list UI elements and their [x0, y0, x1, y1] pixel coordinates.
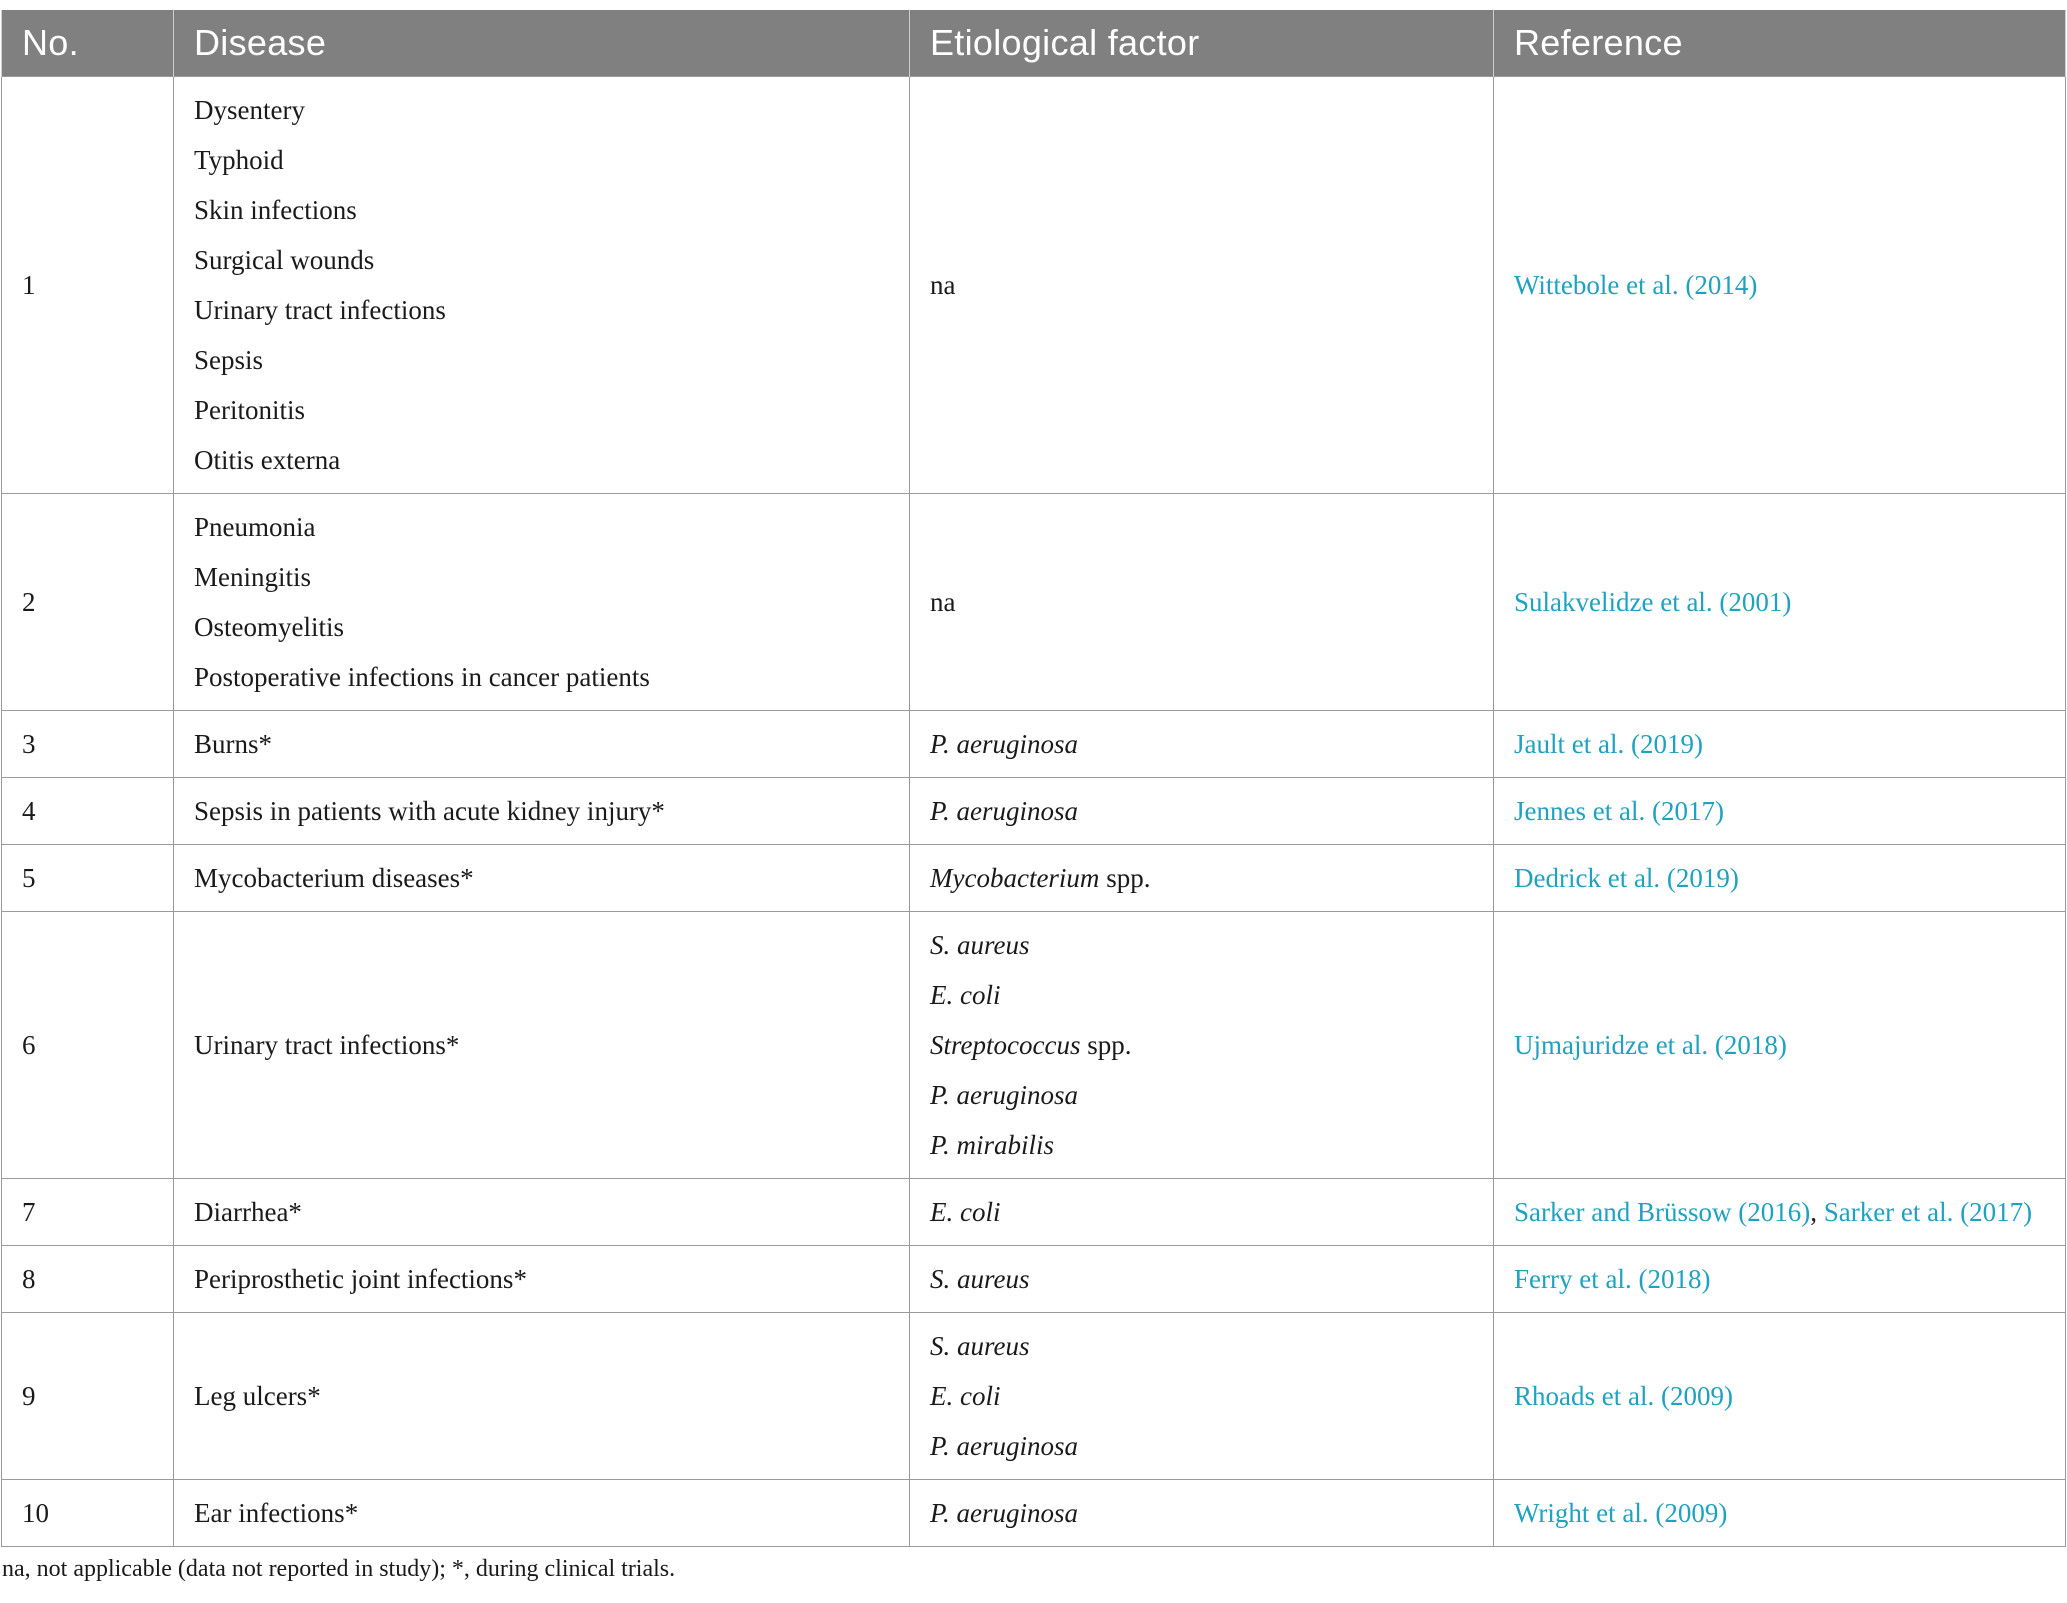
table-row: [2, 778, 2066, 845]
row-number-cell: 10: [2, 1480, 174, 1547]
row-number-cell: 3: [2, 711, 174, 778]
etiological-factor-cell: [910, 711, 1494, 778]
reference-cell: [1494, 711, 2066, 778]
disease-item: Burns*: [194, 729, 273, 759]
disease-item: Leg ulcers*: [194, 1381, 321, 1411]
factor-item: [930, 1254, 1483, 1304]
factor-item: [930, 1321, 1483, 1371]
organism-name: P. aeruginosa: [930, 1080, 1079, 1110]
factor-text: spp.: [1080, 1030, 1132, 1060]
header-disease: Disease: [174, 10, 910, 77]
reference-cell: [1494, 912, 2066, 1179]
disease-item: Pneumonia: [194, 512, 316, 542]
etiological-factor-cell: [910, 494, 1494, 711]
table-row: [2, 1480, 2066, 1547]
factor-item: [930, 719, 1483, 769]
disease-item: Peritonitis: [194, 395, 306, 425]
factor-item: [930, 920, 1483, 970]
disease-cell: [174, 1179, 910, 1246]
reference-link[interactable]: Ujmajuridze et al. (2018): [1514, 1030, 1787, 1060]
disease-cell: [174, 778, 910, 845]
header-reference: Reference: [1494, 10, 2066, 77]
factor-item: [930, 786, 1483, 836]
reference-link[interactable]: Sulakvelidze et al. (2001): [1514, 587, 1792, 617]
organism-name: S. aureus: [930, 930, 1030, 960]
row-number-cell: 5: [2, 845, 174, 912]
row-number-cell: 4: [2, 778, 174, 845]
table-row: [2, 912, 2066, 1179]
reference-cell: [1494, 1246, 2066, 1313]
factor-item: [930, 1371, 1483, 1421]
row-number-cell: 1: [2, 77, 174, 494]
disease-cell: [174, 912, 910, 1179]
etiological-factor-cell: [910, 1313, 1494, 1480]
reference-cell: [1494, 1313, 2066, 1480]
reference-link[interactable]: Rhoads et al. (2009): [1514, 1381, 1733, 1411]
disease-cell: [174, 77, 910, 494]
disease-cell: [174, 845, 910, 912]
reference-link[interactable]: Sarker and Brüssow (2016): [1514, 1197, 1811, 1227]
reference-cell: [1494, 845, 2066, 912]
disease-item: Dysentery: [194, 95, 305, 125]
disease-cell: [174, 1246, 910, 1313]
disease-item: Mycobacterium diseases*: [194, 863, 474, 893]
organism-name: E. coli: [930, 980, 1001, 1010]
factor-text: na: [930, 270, 956, 300]
factor-item: [930, 577, 1483, 627]
reference-link[interactable]: Wittebole et al. (2014): [1514, 270, 1758, 300]
table-header: [2, 10, 2066, 77]
table-row: [2, 77, 2066, 494]
reference-cell: [1494, 494, 2066, 711]
disease-item: Urinary tract infections: [194, 295, 446, 325]
disease-cell: [174, 1313, 910, 1480]
row-number-cell: 7: [2, 1179, 174, 1246]
disease-item: Sepsis: [194, 345, 264, 375]
factor-item: [930, 970, 1483, 1020]
disease-item: Skin infections: [194, 195, 357, 225]
reference-cell: [1494, 778, 2066, 845]
header-etiological-factor: Etiological factor: [910, 10, 1494, 77]
table-row: [2, 711, 2066, 778]
row-number-cell: 2: [2, 494, 174, 711]
header-no: No.: [2, 10, 174, 77]
disease-item: Urinary tract infections*: [194, 1030, 460, 1060]
organism-name: P. aeruginosa: [930, 729, 1079, 759]
disease-item: Sepsis in patients with acute kidney injury*: [194, 796, 665, 826]
etiological-factor-cell: [910, 912, 1494, 1179]
disease-cell: [174, 711, 910, 778]
reference-link[interactable]: Sarker et al. (2017): [1823, 1197, 2033, 1227]
disease-item: Osteomyelitis: [194, 612, 344, 642]
etiological-factor-cell: [910, 1179, 1494, 1246]
reference-cell: [1494, 77, 2066, 494]
table-row: [2, 1179, 2066, 1246]
factor-item: [930, 1488, 1483, 1538]
etiological-factor-cell: [910, 845, 1494, 912]
factor-text: spp.: [1099, 863, 1151, 893]
etiological-factor-cell: [910, 1480, 1494, 1547]
etiological-factor-cell: [910, 77, 1494, 494]
disease-cell: [174, 1480, 910, 1547]
factor-item: [930, 1070, 1483, 1120]
reference-link[interactable]: Jault et al. (2019): [1514, 729, 1703, 759]
factor-item: [930, 260, 1483, 310]
disease-item: Typhoid: [194, 145, 284, 175]
reference-link[interactable]: Jennes et al. (2017): [1514, 796, 1724, 826]
disease-item: Surgical wounds: [194, 245, 375, 275]
table-row: [2, 1313, 2066, 1480]
row-number-cell: 6: [2, 912, 174, 1179]
organism-name: P. aeruginosa: [930, 1498, 1079, 1528]
disease-item: Periprosthetic joint infections*: [194, 1264, 527, 1294]
reference-separator: ,: [1810, 1197, 1824, 1227]
factor-item: [930, 1187, 1483, 1237]
table-row: [2, 845, 2066, 912]
row-number-cell: 8: [2, 1246, 174, 1313]
row-number-cell: 9: [2, 1313, 174, 1480]
reference-link[interactable]: Dedrick et al. (2019): [1514, 863, 1739, 893]
disease-item: Otitis externa: [194, 445, 341, 475]
reference-link[interactable]: Ferry et al. (2018): [1514, 1264, 1711, 1294]
organism-name: P. mirabilis: [930, 1130, 1055, 1160]
table-row: [2, 1246, 2066, 1313]
etiological-factor-cell: [910, 1246, 1494, 1313]
disease-item: Diarrhea*: [194, 1197, 302, 1227]
organism-name: E. coli: [930, 1381, 1001, 1411]
factor-item: [930, 1020, 1483, 1070]
factor-text: na: [930, 587, 956, 617]
reference-cell: [1494, 1480, 2066, 1547]
table-row: [2, 494, 2066, 711]
organism-name: E. coli: [930, 1197, 1001, 1227]
factor-item: [930, 1120, 1483, 1170]
organism-name: P. aeruginosa: [930, 796, 1079, 826]
disease-item: Postoperative infections in cancer patients: [194, 662, 650, 692]
organism-name: S. aureus: [930, 1331, 1030, 1361]
disease-cell: [174, 494, 910, 711]
organism-name: S. aureus: [930, 1264, 1030, 1294]
organism-name: P. aeruginosa: [930, 1431, 1079, 1461]
disease-item: Meningitis: [194, 562, 312, 592]
table-body: [2, 77, 2066, 1547]
etiological-factor-cell: [910, 778, 1494, 845]
factor-item: [930, 853, 1483, 903]
organism-name: Mycobacterium: [930, 863, 1100, 893]
disease-item: Ear infections*: [194, 1498, 359, 1528]
reference-link[interactable]: Wright et al. (2009): [1514, 1498, 1728, 1528]
factor-item: [930, 1421, 1483, 1471]
disease-table: [1, 10, 2066, 1547]
organism-name: Streptococcus: [930, 1030, 1081, 1060]
header-row: [2, 10, 2066, 77]
table-footnote: na, not applicable (data not reported in study); *, during clinical trials.: [2, 1556, 676, 1582]
reference-cell: [1494, 1179, 2066, 1246]
